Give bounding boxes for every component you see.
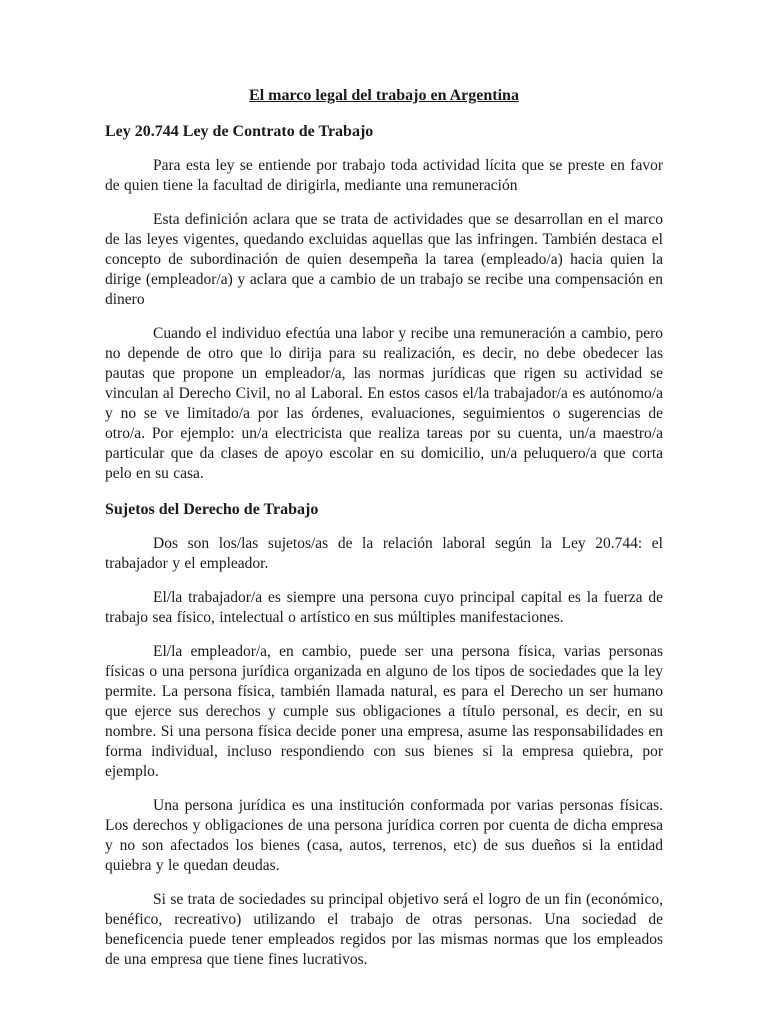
section-heading-sujetos: Sujetos del Derecho de Trabajo: [105, 501, 319, 518]
paragraph: Esta definición aclara que se trata de actividades que se desarrollan en el marco de las leyes vigentes, quedando excluidas aquellas que las infringen. También destaca el concepto de subordinación de quien desempeña la tarea (empleado/a) hacia quien la dirige (empleador/a) y aclara que a cambio de un trabajo se recibe una compensación en dinero: [105, 211, 663, 308]
paragraph: Para esta ley se entiende por trabajo toda actividad lícita que se preste en favor de quien tiene la facultad de dirigirla, mediante una remuneración: [105, 157, 663, 194]
paragraph: El/la empleador/a, en cambio, puede ser una persona física, varias personas físicas o una persona jurídica organizada en alguno de los tipos de sociedades que la ley permite. La persona física, también llamada natural, es para el Derecho un ser humano que ejerce sus derechos y cumple sus obligaciones a título personal, es decir, en su nombre. Si una persona física decide poner una empresa, asume las responsabilidades en forma individual, incluso respondiendo con sus bienes si la empresa quiebra, por ejemplo.: [105, 643, 663, 780]
paragraph: Si se trata de sociedades su principal objetivo será el logro de un fin (económico, benéfico, recreativo) utilizando el trabajo de otras personas. Una sociedad de beneficencia puede tener empleados regidos por las mismas normas que los empleados de una empresa que tiene fines lucrativos.: [105, 891, 663, 968]
paragraph: Una persona jurídica es una institución conformada por varias personas físicas. Los derechos y obligaciones de una persona jurídica corren por cuenta de dicha empresa y no son afectados los bienes (casa, autos, terrenos, etc) de sus dueños si la entidad quiebra y le quedan deudas.: [105, 797, 663, 874]
document-title-text: El marco legal del trabajo en Argentina: [249, 87, 519, 104]
document-title: [105, 86, 663, 106]
paragraph: Cuando el individuo efectúa una labor y recibe una remuneración a cambio, pero no depende de otro que lo dirija para su realización, es decir, no debe obedecer las pautas que propone un empleador/a, las normas jurídicas que rigen su actividad se vinculan al Derecho Civil, no al Laboral. En estos casos el/la trabajador/a es autónomo/a y no se ve limitado/a por las órdenes, evaluaciones, seguimientos o sugerencias de otro/a. Por ejemplo: un/a electricista que realiza tareas por su cuenta, un/a maestro/a particular que da clases de apoyo escolar en su domicilio, un/a peluquero/a que corta pelo en su casa.: [105, 325, 663, 482]
section-heading-ley-20744: Ley 20.744 Ley de Contrato de Trabajo: [105, 123, 374, 140]
paragraph: El/la trabajador/a es siempre una persona cuyo principal capital es la fuerza de trabajo sea físico, intelectual o artístico en sus múltiples manifestaciones.: [105, 589, 663, 626]
paragraph: Dos son los/las sujetos/as de la relación laboral según la Ley 20.744: el trabajador y el empleador.: [105, 535, 663, 572]
